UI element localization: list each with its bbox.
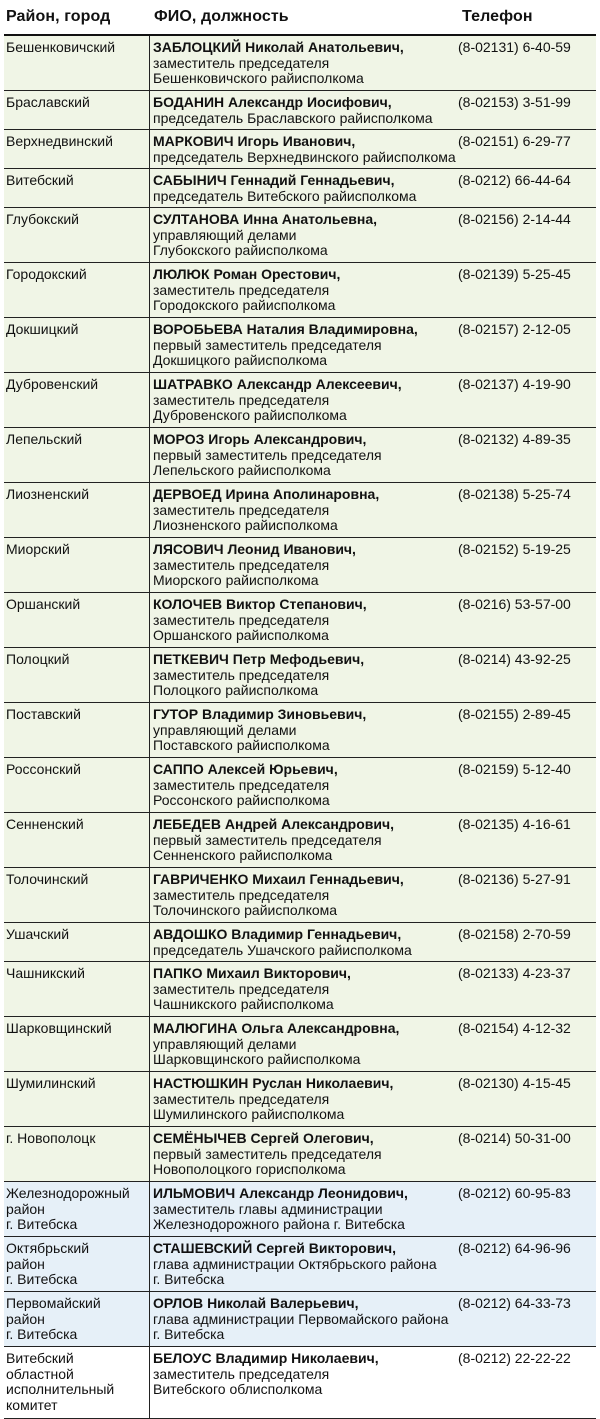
person-name xyxy=(153,95,456,111)
person-position: заместитель председателя Городокского райисполкома xyxy=(153,281,336,313)
district-cell: Миорский xyxy=(4,538,150,592)
person-surname: СТАШЕВСКИЙ xyxy=(153,1240,253,1256)
person-cell xyxy=(150,1296,456,1346)
person-cell xyxy=(150,1241,456,1291)
person-given-names: Александр Алексеевич, xyxy=(236,376,402,392)
table-row xyxy=(4,169,596,208)
person-cell xyxy=(150,652,456,702)
person-position: заместитель председателя Россонского райисполкома xyxy=(153,776,330,808)
table-row xyxy=(4,36,596,91)
phone-cell: (8-02155) 2-89-45 xyxy=(458,706,571,722)
person-cell xyxy=(150,134,456,168)
person-surname: ГАВРИЧЕНКО xyxy=(153,871,249,887)
person-position: председатель Витебского райисполкома xyxy=(153,187,417,204)
person-cell xyxy=(150,40,456,90)
district-cell: Ушачский xyxy=(4,923,150,961)
person-given-names: Виктор Степанович, xyxy=(225,596,367,612)
table-row xyxy=(4,318,596,373)
contact-directory-table xyxy=(4,0,596,1419)
table-row xyxy=(4,1182,596,1237)
person-cell xyxy=(150,322,456,372)
table-row xyxy=(4,538,596,593)
table-row xyxy=(4,1237,596,1292)
phone-cell: (8-02157) 2-12-05 xyxy=(458,321,571,337)
table-row xyxy=(4,1347,596,1419)
district-cell: Городокский xyxy=(4,263,150,317)
person-cell xyxy=(150,1186,456,1236)
person-name xyxy=(153,872,456,888)
person-surname: ГУТОР xyxy=(153,706,199,722)
header-person: ФИО, должность xyxy=(154,8,289,25)
person-given-names: Владимир Геннадьевич, xyxy=(231,926,402,942)
person-position: заместитель главы администрации Железнодорожного района г. Витебска xyxy=(153,1200,405,1232)
district-cell: Железнодорожный район г. Витебска xyxy=(4,1182,150,1236)
district-cell: Россонский xyxy=(4,758,150,812)
person-cell xyxy=(150,762,456,812)
phone-cell: (8-0212) 64-33-73 xyxy=(458,1295,571,1311)
person-given-names: Леонид Иванович, xyxy=(227,541,356,557)
person-given-names: Игорь Иванович, xyxy=(237,133,356,149)
table-row xyxy=(4,428,596,483)
person-surname: ПЕТКЕВИЧ xyxy=(153,651,229,667)
person-given-names: Николай Валерьевич, xyxy=(207,1295,359,1311)
person-cell xyxy=(150,817,456,867)
person-surname: НАСТЮШКИН xyxy=(153,1075,249,1091)
person-given-names: Петр Мефодьевич, xyxy=(232,651,365,667)
person-name xyxy=(153,212,456,228)
person-position: заместитель председателя Шумилинского райисполкома xyxy=(153,1090,345,1122)
person-name xyxy=(153,1131,456,1147)
person-surname: БОДАНИН xyxy=(153,94,225,110)
person-surname: ОРЛОВ xyxy=(153,1295,204,1311)
person-position: заместитель председателя Миорского райисполкома xyxy=(153,556,330,588)
person-name xyxy=(153,1076,456,1092)
person-name xyxy=(153,1021,456,1037)
phone-cell: (8-0216) 53-57-00 xyxy=(458,596,571,612)
person-given-names: Александр Иосифович, xyxy=(228,94,392,110)
person-cell xyxy=(150,1021,456,1071)
table-row xyxy=(4,1017,596,1072)
header-phone: Телефон xyxy=(462,8,533,25)
phone-cell: (8-02158) 2-70-59 xyxy=(458,926,571,942)
phone-cell: (8-0214) 43-92-25 xyxy=(458,651,571,667)
person-position: заместитель председателя Оршанского райисполкома xyxy=(153,611,330,643)
person-cell xyxy=(150,212,456,262)
person-position: управляющий делами Шарковщинского райисполкома xyxy=(153,1035,361,1067)
person-cell xyxy=(150,1131,456,1181)
person-surname: ДЕРВОЕД xyxy=(153,486,222,502)
person-cell xyxy=(150,597,456,647)
person-position: заместитель председателя Полоцкого райисполкома xyxy=(153,666,330,698)
person-given-names: Ирина Аполинаровна, xyxy=(225,486,380,502)
district-cell: Первомайский район г. Витебска xyxy=(4,1292,150,1346)
person-given-names: Руслан Николаевич, xyxy=(252,1075,394,1091)
person-surname: МАРКОВИЧ xyxy=(153,133,234,149)
person-name xyxy=(153,817,456,833)
person-given-names: Михаил Викторович, xyxy=(206,965,351,981)
person-given-names: Андрей Александрович, xyxy=(224,816,395,832)
person-position: заместитель председателя Витебского облисполкома xyxy=(153,1365,330,1397)
person-position: заместитель председателя Лиозненского райисполкома xyxy=(153,501,338,533)
phone-cell: (8-02136) 5-27-91 xyxy=(458,871,571,887)
person-position: первый заместитель председателя Сенненского райисполкома xyxy=(153,831,382,863)
header-district: Район, город xyxy=(6,8,111,25)
person-name xyxy=(153,966,456,982)
table-row xyxy=(4,813,596,868)
table-header xyxy=(4,0,596,36)
phone-cell: (8-02152) 5-19-25 xyxy=(458,541,571,557)
table-row xyxy=(4,758,596,813)
district-cell: г. Новополоцк xyxy=(4,1127,150,1181)
person-name xyxy=(153,1186,456,1202)
table-row xyxy=(4,923,596,962)
person-name xyxy=(153,377,456,393)
person-name xyxy=(153,40,456,56)
person-given-names: Алексей Юрьевич, xyxy=(207,761,338,777)
person-name xyxy=(153,267,456,283)
phone-cell: (8-02159) 5-12-40 xyxy=(458,761,571,777)
person-cell xyxy=(150,267,456,317)
person-cell xyxy=(150,927,456,961)
person-cell xyxy=(150,487,456,537)
district-cell: Лепельский xyxy=(4,428,150,482)
phone-cell: (8-0212) 66-44-64 xyxy=(458,172,571,188)
person-position: глава администрации Первомайского района г. Витебска xyxy=(153,1310,449,1342)
person-surname: ЗАБЛОЦКИЙ xyxy=(153,39,242,55)
person-position: первый заместитель председателя Лепельского райисполкома xyxy=(153,446,382,478)
district-cell: Толочинский xyxy=(4,868,150,922)
phone-cell: (8-02133) 4-23-37 xyxy=(458,965,571,981)
person-surname: СУЛТАНОВА xyxy=(153,211,240,227)
person-cell xyxy=(150,707,456,757)
table-row xyxy=(4,208,596,263)
phone-cell: (8-02139) 5-25-45 xyxy=(458,266,571,282)
person-given-names: Сергей Викторович, xyxy=(256,1240,397,1256)
table-row xyxy=(4,1127,596,1182)
person-cell xyxy=(150,1076,456,1126)
district-cell: Бешенковичский xyxy=(4,36,150,90)
table-row xyxy=(4,868,596,923)
person-surname: МАЛЮГИНА xyxy=(153,1020,238,1036)
person-name xyxy=(153,542,456,558)
district-cell: Октябрьский район г. Витебска xyxy=(4,1237,150,1291)
district-cell: Сенненский xyxy=(4,813,150,867)
person-name xyxy=(153,432,456,448)
person-surname: ЛЕБЕДЕВ xyxy=(153,816,221,832)
person-position: председатель Ушачского райисполкома xyxy=(153,941,412,958)
person-name xyxy=(153,762,456,778)
person-position: глава администрации Октябрьского района г. Витебска xyxy=(153,1255,437,1287)
phone-cell: (8-0212) 60-95-83 xyxy=(458,1185,571,1201)
district-cell: Шарковщинский xyxy=(4,1017,150,1071)
person-name xyxy=(153,1351,456,1367)
person-name xyxy=(153,927,456,943)
district-cell: Витебский xyxy=(4,169,150,207)
district-cell: Оршанский xyxy=(4,593,150,647)
table-row xyxy=(4,130,596,169)
person-given-names: Геннадий Геннадьевич, xyxy=(230,172,395,188)
person-cell xyxy=(150,966,456,1016)
person-surname: ЛЯСОВИЧ xyxy=(153,541,224,557)
person-name xyxy=(153,1296,456,1312)
person-name xyxy=(153,173,456,189)
person-cell xyxy=(150,432,456,482)
district-cell: Верхнедвинский xyxy=(4,130,150,168)
person-position: управляющий делами Поставского райисполкома xyxy=(153,721,330,753)
phone-cell: (8-0212) 22-22-22 xyxy=(458,1350,571,1366)
phone-cell: (8-02131) 6-40-59 xyxy=(458,39,571,55)
district-cell: Чашникский xyxy=(4,962,150,1016)
person-cell xyxy=(150,542,456,592)
person-position: управляющий делами Глубокского райисполкома xyxy=(153,226,328,258)
table-row xyxy=(4,648,596,703)
person-position: председатель Верхнедвинского райисполкома xyxy=(153,148,456,165)
person-name xyxy=(153,322,456,338)
person-surname: ИЛЬМОВИЧ xyxy=(153,1185,236,1201)
district-cell: Шумилинский xyxy=(4,1072,150,1126)
table-row xyxy=(4,483,596,538)
person-name xyxy=(153,597,456,613)
phone-cell: (8-0212) 64-96-96 xyxy=(458,1240,571,1256)
person-position: заместитель председателя Толочинского райисполкома xyxy=(153,886,338,918)
table-row xyxy=(4,703,596,758)
person-given-names: Инна Анатольевна, xyxy=(243,211,378,227)
person-given-names: Александр Леонидович, xyxy=(239,1185,408,1201)
person-surname: КОЛОЧЕВ xyxy=(153,596,223,612)
person-given-names: Михаил Геннадьевич, xyxy=(252,871,404,887)
district-cell: Глубокский xyxy=(4,208,150,262)
person-given-names: Николай Анатольевич, xyxy=(245,39,404,55)
table-row xyxy=(4,962,596,1017)
person-cell xyxy=(150,95,456,129)
phone-cell: (8-02132) 4-89-35 xyxy=(458,431,571,447)
phone-cell: (8-02153) 3-51-99 xyxy=(458,94,571,110)
person-given-names: Владимир Николаевич, xyxy=(215,1350,379,1366)
person-position: председатель Браславского райисполкома xyxy=(153,109,433,126)
table-row xyxy=(4,91,596,130)
person-cell xyxy=(150,173,456,207)
phone-cell: (8-02138) 5-25-74 xyxy=(458,486,571,502)
person-name xyxy=(153,652,456,668)
person-given-names: Сергей Олегович, xyxy=(250,1130,374,1146)
person-surname: ЛЮЛЮК xyxy=(153,266,210,282)
person-surname: САППО xyxy=(153,761,204,777)
person-name xyxy=(153,487,456,503)
person-given-names: Наталия Владимировна, xyxy=(246,321,418,337)
phone-cell: (8-02151) 6-29-77 xyxy=(458,133,571,149)
table-row xyxy=(4,593,596,648)
district-cell: Поставский xyxy=(4,703,150,757)
person-surname: ПАПКО xyxy=(153,965,203,981)
person-cell xyxy=(150,872,456,922)
person-position: первый заместитель председателя Новополоцкого горисполкома xyxy=(153,1145,382,1177)
phone-cell: (8-02154) 4-12-32 xyxy=(458,1020,571,1036)
district-cell: Докшицкий xyxy=(4,318,150,372)
person-surname: ШАТРАВКО xyxy=(153,376,233,392)
person-given-names: Ольга Александровна, xyxy=(241,1020,400,1036)
person-name xyxy=(153,1241,456,1257)
phone-cell: (8-02135) 4-16-61 xyxy=(458,816,571,832)
person-position: заместитель председателя Бешенковичского райисполкома xyxy=(153,54,364,86)
person-surname: СЕМЁНЫЧЕВ xyxy=(153,1130,247,1146)
district-cell: Полоцкий xyxy=(4,648,150,702)
district-cell: Витебский областной исполнительный комитет xyxy=(4,1347,150,1418)
person-position: первый заместитель председателя Докшицкого райисполкома xyxy=(153,336,382,368)
district-cell: Браславский xyxy=(4,91,150,129)
district-cell: Дубровенский xyxy=(4,373,150,427)
table-body xyxy=(4,36,596,1419)
person-given-names: Роман Орестович, xyxy=(213,266,341,282)
person-surname: САБЫНИЧ xyxy=(153,172,227,188)
person-position: заместитель председателя Чашникского райисполкома xyxy=(153,980,334,1012)
table-row xyxy=(4,1072,596,1127)
person-surname: МОРОЗ xyxy=(153,431,205,447)
person-surname: БЕЛОУС xyxy=(153,1350,212,1366)
phone-cell: (8-02137) 4-19-90 xyxy=(458,376,571,392)
person-name xyxy=(153,134,456,150)
table-row xyxy=(4,373,596,428)
person-position: заместитель председателя Дубровенского райисполкома xyxy=(153,391,347,423)
person-cell xyxy=(150,377,456,427)
person-cell xyxy=(150,1351,456,1418)
phone-cell: (8-02156) 2-14-44 xyxy=(458,211,571,227)
person-surname: ВОРОБЬЕВА xyxy=(153,321,243,337)
person-surname: АВДОШКО xyxy=(153,926,228,942)
table-row xyxy=(4,263,596,318)
district-cell: Лиозненский xyxy=(4,483,150,537)
phone-cell: (8-0214) 50-31-00 xyxy=(458,1130,571,1146)
phone-cell: (8-02130) 4-15-45 xyxy=(458,1075,571,1091)
person-name xyxy=(153,707,456,723)
person-given-names: Игорь Александрович, xyxy=(208,431,367,447)
table-row xyxy=(4,1292,596,1347)
person-given-names: Владимир Зиновьевич, xyxy=(201,706,367,722)
